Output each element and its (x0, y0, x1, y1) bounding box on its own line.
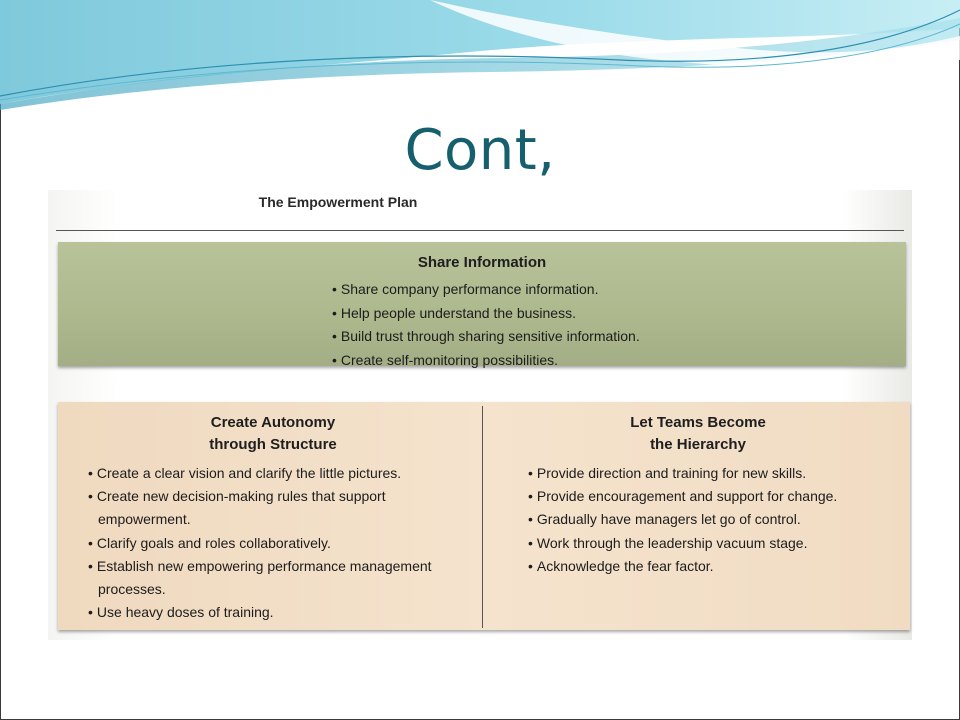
empowerment-plan-figure (48, 190, 912, 640)
list-item: • Create a clear vision and clarify the little pictures. (88, 465, 402, 481)
title-divider (56, 230, 904, 231)
create-autonomy-list (88, 462, 468, 624)
share-information-heading: Share Information (417, 254, 547, 271)
share-information-box (58, 242, 906, 366)
list-item: • Clarify goals and roles collaboratively. (88, 534, 331, 551)
structure-hierarchy-box (58, 402, 910, 630)
let-teams-heading: Let Teams Become the Hierarchy (630, 414, 766, 453)
list-item: • Create new decision-making rules that support empowerment. (88, 488, 386, 528)
slide-title: Cont, (404, 118, 556, 183)
list-item: • Gradually have managers let go of control. (528, 511, 801, 528)
figure-title: The Empowerment Plan (258, 194, 418, 210)
let-teams-list (528, 462, 898, 578)
list-item: • Help people understand the business. (332, 304, 576, 321)
list-item: • Work through the leadership vacuum stage. (528, 534, 808, 551)
list-item: • Provide direction and training for new skills. (528, 465, 807, 481)
list-item: • Use heavy doses of training. (88, 604, 274, 621)
list-item: • Acknowledge the fear factor. (528, 557, 714, 574)
share-information-list (332, 278, 640, 372)
create-autonomy-heading: Create Autonomy through Structure (209, 414, 337, 453)
list-item: • Share company performance information. (332, 281, 599, 297)
list-item: • Create self-monitoring possibilities. (332, 351, 558, 368)
list-item: • Establish new empowering performance management processes. (88, 557, 432, 598)
column-divider (482, 406, 483, 628)
decorative-wave-banner (0, 0, 960, 120)
list-item: • Provide encouragement and support for change. (528, 488, 838, 505)
list-item: • Build trust through sharing sensitive information. (332, 328, 640, 344)
